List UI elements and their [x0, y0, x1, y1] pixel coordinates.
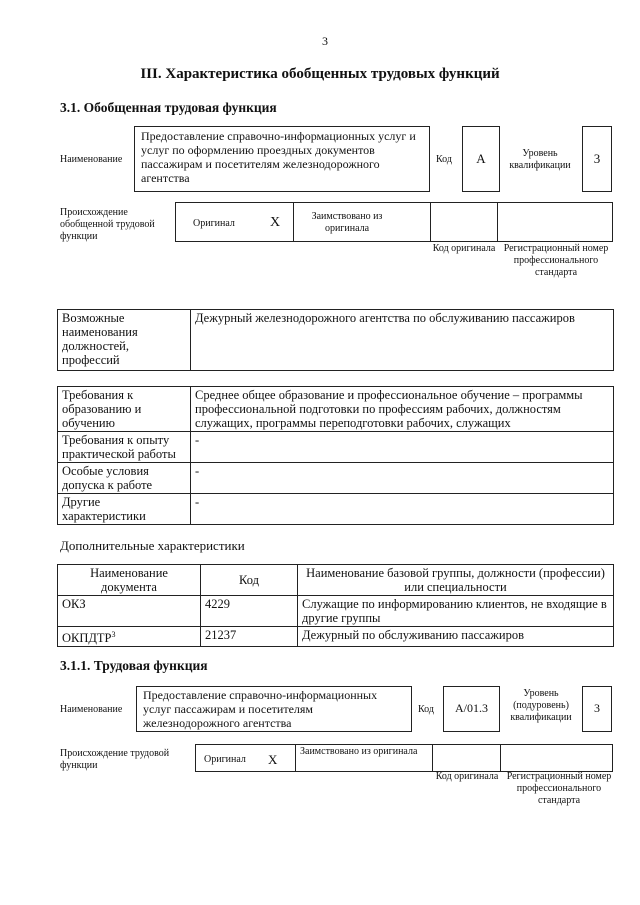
- tf-origin-code-caption: Код оригинала: [435, 771, 499, 782]
- code-cell: 4229: [201, 596, 298, 627]
- tf-origin-label: Происхождение трудовой функции: [60, 748, 170, 771]
- requirement-label: Особые условия допуска к работе: [58, 463, 191, 494]
- divider: [295, 745, 296, 771]
- tf-origin-box: [195, 744, 613, 772]
- gtf-original-label: Оригинал: [193, 218, 235, 229]
- code-cell: 21237: [201, 627, 298, 647]
- requirement-value: -: [191, 432, 614, 463]
- gtf-origin-label: Происхождение обобщенной трудовой функции: [60, 207, 155, 242]
- requirement-value: -: [191, 494, 614, 525]
- tf-original-label: Оригинал: [204, 754, 246, 765]
- positions-table: [57, 309, 614, 371]
- requirement-label: Другие характеристики: [58, 494, 191, 525]
- tf-reg-number-caption: Регистрационный номер профессионального стандарта: [506, 771, 612, 806]
- tf-code-value: A/01.3: [443, 686, 500, 732]
- tf-original-mark: Х: [268, 752, 278, 767]
- gtf-reg-number-caption: Регистрационный номер профессионального стандарта: [503, 243, 609, 278]
- gtf-name-value: Предоставление справочно-информационных услуг и услуг по оформлению проездных документов пассажирам и посетителям железнодорожного агентства: [134, 126, 430, 192]
- gtf-code-value: А: [462, 126, 500, 192]
- additional-title: Дополнительные характеристики: [60, 538, 245, 553]
- divider: [293, 203, 294, 241]
- table-row: [58, 627, 614, 647]
- table-header-row: [58, 565, 614, 596]
- gtf-heading: 3.1. Обобщенная трудовая функция: [60, 100, 277, 115]
- table-row: [58, 494, 614, 525]
- tf-level-value: 3: [582, 686, 612, 732]
- column-header: Наименование базовой группы, должности (профессии) или специальности: [298, 565, 614, 596]
- divider: [430, 203, 431, 241]
- column-header: Наименование документа: [58, 565, 201, 596]
- gtf-level-value: 3: [582, 126, 612, 192]
- page-number: 3: [322, 34, 328, 48]
- divider: [432, 745, 433, 771]
- name-cell: Служащие по информированию клиентов, не входящие в другие группы: [298, 596, 614, 627]
- divider: [500, 745, 501, 771]
- name-cell: Дежурный по обслуживанию пассажиров: [298, 627, 614, 647]
- requirement-label: Требования к образованию и обучению: [58, 387, 191, 432]
- tf-name-value: Предоставление справочно-информационных услуг пассажирам и посетителям железнодорожного агентства: [136, 686, 412, 732]
- positions-value: Дежурный железнодорожного агентства по обслуживанию пассажиров: [191, 310, 614, 371]
- gtf-name-label: Наименование: [60, 154, 123, 165]
- gtf-origin-box: [175, 202, 613, 242]
- requirement-label: Требования к опыту практической работы: [58, 432, 191, 463]
- requirement-value: -: [191, 463, 614, 494]
- column-header: Код: [201, 565, 298, 596]
- footnote-mark: 3: [111, 630, 116, 639]
- gtf-origin-code-caption: Код оригинала: [432, 243, 496, 254]
- tf-name-label: Наименование: [60, 704, 123, 715]
- section-title: III. Характеристика обобщенных трудовых функций: [140, 66, 500, 82]
- positions-label: Возможные наименования должностей, профессий: [58, 310, 191, 371]
- requirements-table: [57, 386, 614, 525]
- tf-level-label: Уровень (подуровень) квалификации: [510, 688, 572, 723]
- table-row: [58, 432, 614, 463]
- gtf-original-mark: Х: [270, 215, 281, 230]
- divider: [497, 203, 498, 241]
- requirement-value: Среднее общее образование и профессиональное обучение – программы профессиональной подготовки по профессиям рабочих, должностям служащих, программы переподготовки рабочих, служащих: [191, 387, 614, 432]
- gtf-level-label: Уровень квалификации: [509, 148, 571, 171]
- table-row: [58, 463, 614, 494]
- doc-cell: ОКЗ: [58, 596, 201, 627]
- table-row: [58, 596, 614, 627]
- tf-heading: 3.1.1. Трудовая функция: [60, 658, 208, 673]
- doc-name: ОКПДТР: [62, 631, 112, 646]
- gtf-borrowed-label: Заимствовано из оригинала: [311, 211, 383, 234]
- table-row: [58, 387, 614, 432]
- additional-table: [57, 564, 614, 647]
- tf-borrowed-label: Заимствовано из оригинала: [300, 746, 418, 757]
- tf-code-label: Код: [418, 704, 434, 715]
- doc-cell: [58, 627, 201, 647]
- gtf-code-label: Код: [436, 154, 452, 165]
